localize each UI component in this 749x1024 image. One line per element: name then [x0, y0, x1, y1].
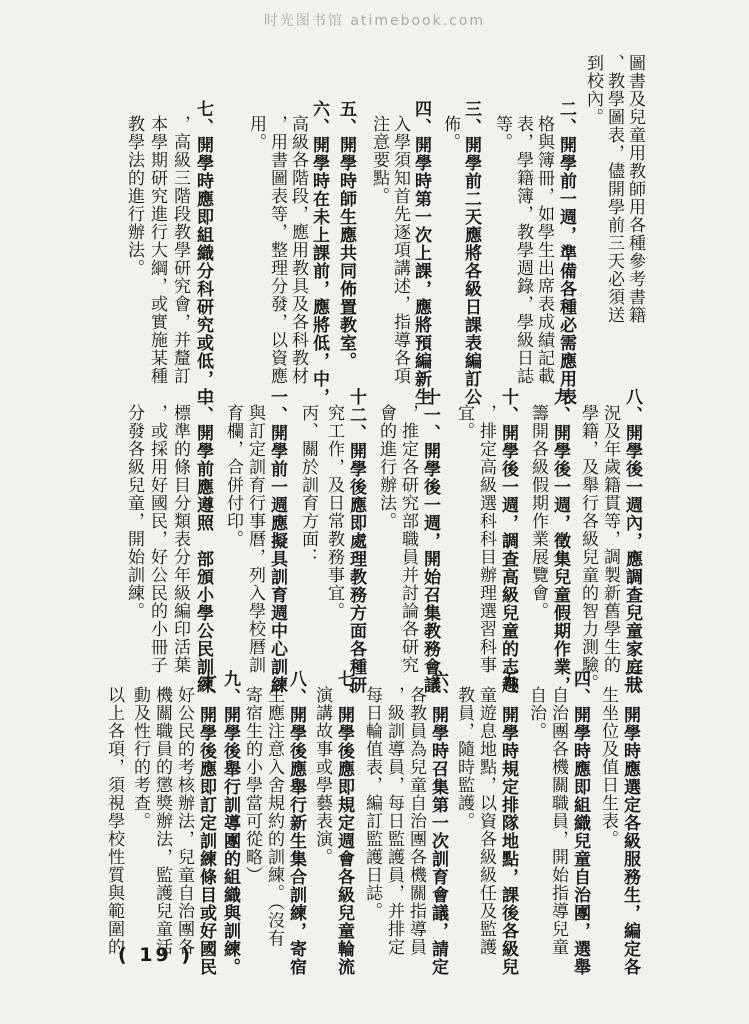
mid-column-17: 育欄，合併付印。: [223, 404, 243, 548]
top-column-6: 表，學籍簿，教學週錄，學級日誌: [513, 115, 533, 385]
top-item-7: 七、開學時應即組織分科研究或低，中: [193, 100, 213, 406]
top-item-2: 二、開學前一週，準備各種必需應用表: [556, 100, 576, 406]
bot-column-7: 童遊息地點，以資各級級任及監護: [476, 686, 496, 956]
mid-column-10: ，推定各研究部職員并討論各研究: [398, 404, 418, 674]
top-column-20: 本學期研究進行大綱，或實施某種: [147, 115, 167, 385]
mid-item-1: 一、開學前一週應擬具訓育週中心訓練: [267, 388, 287, 694]
mid-column-2: 況及年歲籍貫等，調製新舊學生的: [600, 404, 620, 674]
bot-column-14: 演講故事或學藝表演。: [312, 686, 332, 866]
top-column-1: 圖書及兒童用教師用各種參考書籍: [625, 54, 645, 324]
bot-column-23: 以上各項，須視學校性質與範圍的: [104, 686, 124, 956]
mid-section-heading: 丙、關於訓育方面：: [298, 404, 318, 566]
bot-item-9: 九、開學後舉行訓導團的組織與訓練。: [220, 670, 240, 976]
bot-item-5: 五、開學時規定排隊地點，課後各級兒: [498, 670, 518, 976]
mid-item-9: 九、開學後一週，徵集兒童假期作業，: [550, 388, 570, 694]
mid-column-20: ，或採用好國民，好公民的小冊子: [147, 404, 167, 674]
bot-item-7: 七、開學後應即規定週會各級兒童輪流: [334, 670, 354, 976]
top-column-3: 到校內。: [583, 54, 603, 126]
bot-column-21: 機關職員的懲獎辦法，監護兒童活: [152, 686, 172, 956]
bot-column-22: 動及性行的考查。: [130, 686, 150, 830]
top-item-6: 六、開學時在未上課前，應將低，中，: [309, 100, 329, 406]
mid-item-11: 十一、開學後一週，開始召集教務會議: [420, 388, 440, 694]
bot-column-11: ，級訓導員，每日監護員，并排定: [384, 686, 404, 956]
mid-column-11: 會的進行辦法。: [376, 404, 396, 530]
mid-column-5: 籌開各級假期作業展覽會。: [528, 404, 548, 620]
bot-column-20: 好公民的考核辦法，兒童自治團各: [174, 686, 194, 956]
mid-item-8: 八、開學後一週內，應調查兒童家庭狀: [622, 388, 642, 694]
top-column-12: 注意要點。: [369, 115, 389, 205]
top-column-5: 格與簿冊，如學生出席表成績記載: [534, 115, 554, 385]
bot-item-6: 六、開學時召集第一次訓育會議，請定: [428, 670, 448, 976]
bot-column-5: 自治。: [526, 686, 546, 740]
top-column-19: ，高級三階段教學研究會，并釐訂: [170, 115, 190, 385]
mid-column-19: 標準的條目分類表分年級編印活葉: [170, 404, 190, 674]
top-column-17: 用。: [246, 115, 266, 151]
mid-item-12: 十二、開學後應即處理教務方面各種研: [346, 388, 366, 694]
bot-column-10: 各教員為兒童自治團各機關指導員: [406, 686, 426, 956]
top-item-5: 五、開學時師生應共同佈置教室。: [336, 100, 356, 370]
bot-column-16: 生應注意入舍規約的訓練。（沒有: [264, 686, 284, 948]
top-column-15: 高級各階段，應用教具及各科教材: [288, 115, 308, 385]
bot-column-17: 寄宿生的小學當可從略）: [242, 686, 262, 884]
mid-item-2: 二、開學前應遵照 部頒小學公民訓練: [193, 388, 213, 694]
bot-item-10: 十、開學後應即訂定訓練條目或好國民: [196, 670, 216, 976]
watermark-text: 时光图书馆 atimebook.com: [263, 13, 486, 29]
top-column-11: 入學須知首先逐項講述，指導各項: [390, 115, 410, 385]
mid-column-16: 與訂定訓育行事曆，列入學校曆訓: [245, 404, 265, 674]
bot-column-12: 每日輪值表，編訂監護日誌。: [362, 686, 382, 920]
mid-column-21: 分發各級兒童，開始訓練。: [124, 404, 144, 620]
mid-column-3: 學籍，及舉行各級兒童的智力測驗。: [578, 404, 598, 692]
mid-column-7: ，排定高級選科科目辦理選習科事: [476, 404, 496, 674]
top-item-3: 三、開學前二天應將各級日課表編訂公: [461, 100, 481, 406]
top-column-9: 佈。: [440, 115, 460, 151]
mid-column-8: 宜。: [454, 404, 474, 440]
page-number: ( 19 ): [118, 944, 194, 966]
bot-item-8: 八、開學後應舉行新生集合訓練，寄宿: [286, 670, 306, 976]
bot-item-3: 三、開學時應選定各級服務生，編定各: [620, 670, 640, 976]
top-column-21: 教學法的進行辦法。: [124, 115, 144, 277]
mid-item-10: 十、開學後一週，調查高級兒童的志趣: [498, 388, 518, 694]
bot-column-4: 自治團各機關職員，開始指導兒童: [548, 686, 568, 956]
bot-column-2: 生坐位及值日生表。: [598, 686, 618, 848]
top-column-16: ，用書圖表等，整理分發，以資應: [267, 115, 287, 385]
mid-column-13: 究工作，及日常教務事宜。: [324, 404, 344, 620]
top-item-4: 四、開學時第一次上課，應將預編新生: [411, 100, 431, 406]
bot-item-4: 四、開學時應即組織兒童自治團，選舉: [570, 670, 590, 976]
top-column-2: 、教學圖表，儘開學前三天必須送: [604, 54, 624, 324]
bot-column-8: 教員，隨時監護。: [454, 686, 474, 830]
top-column-7: 等。: [492, 115, 512, 151]
